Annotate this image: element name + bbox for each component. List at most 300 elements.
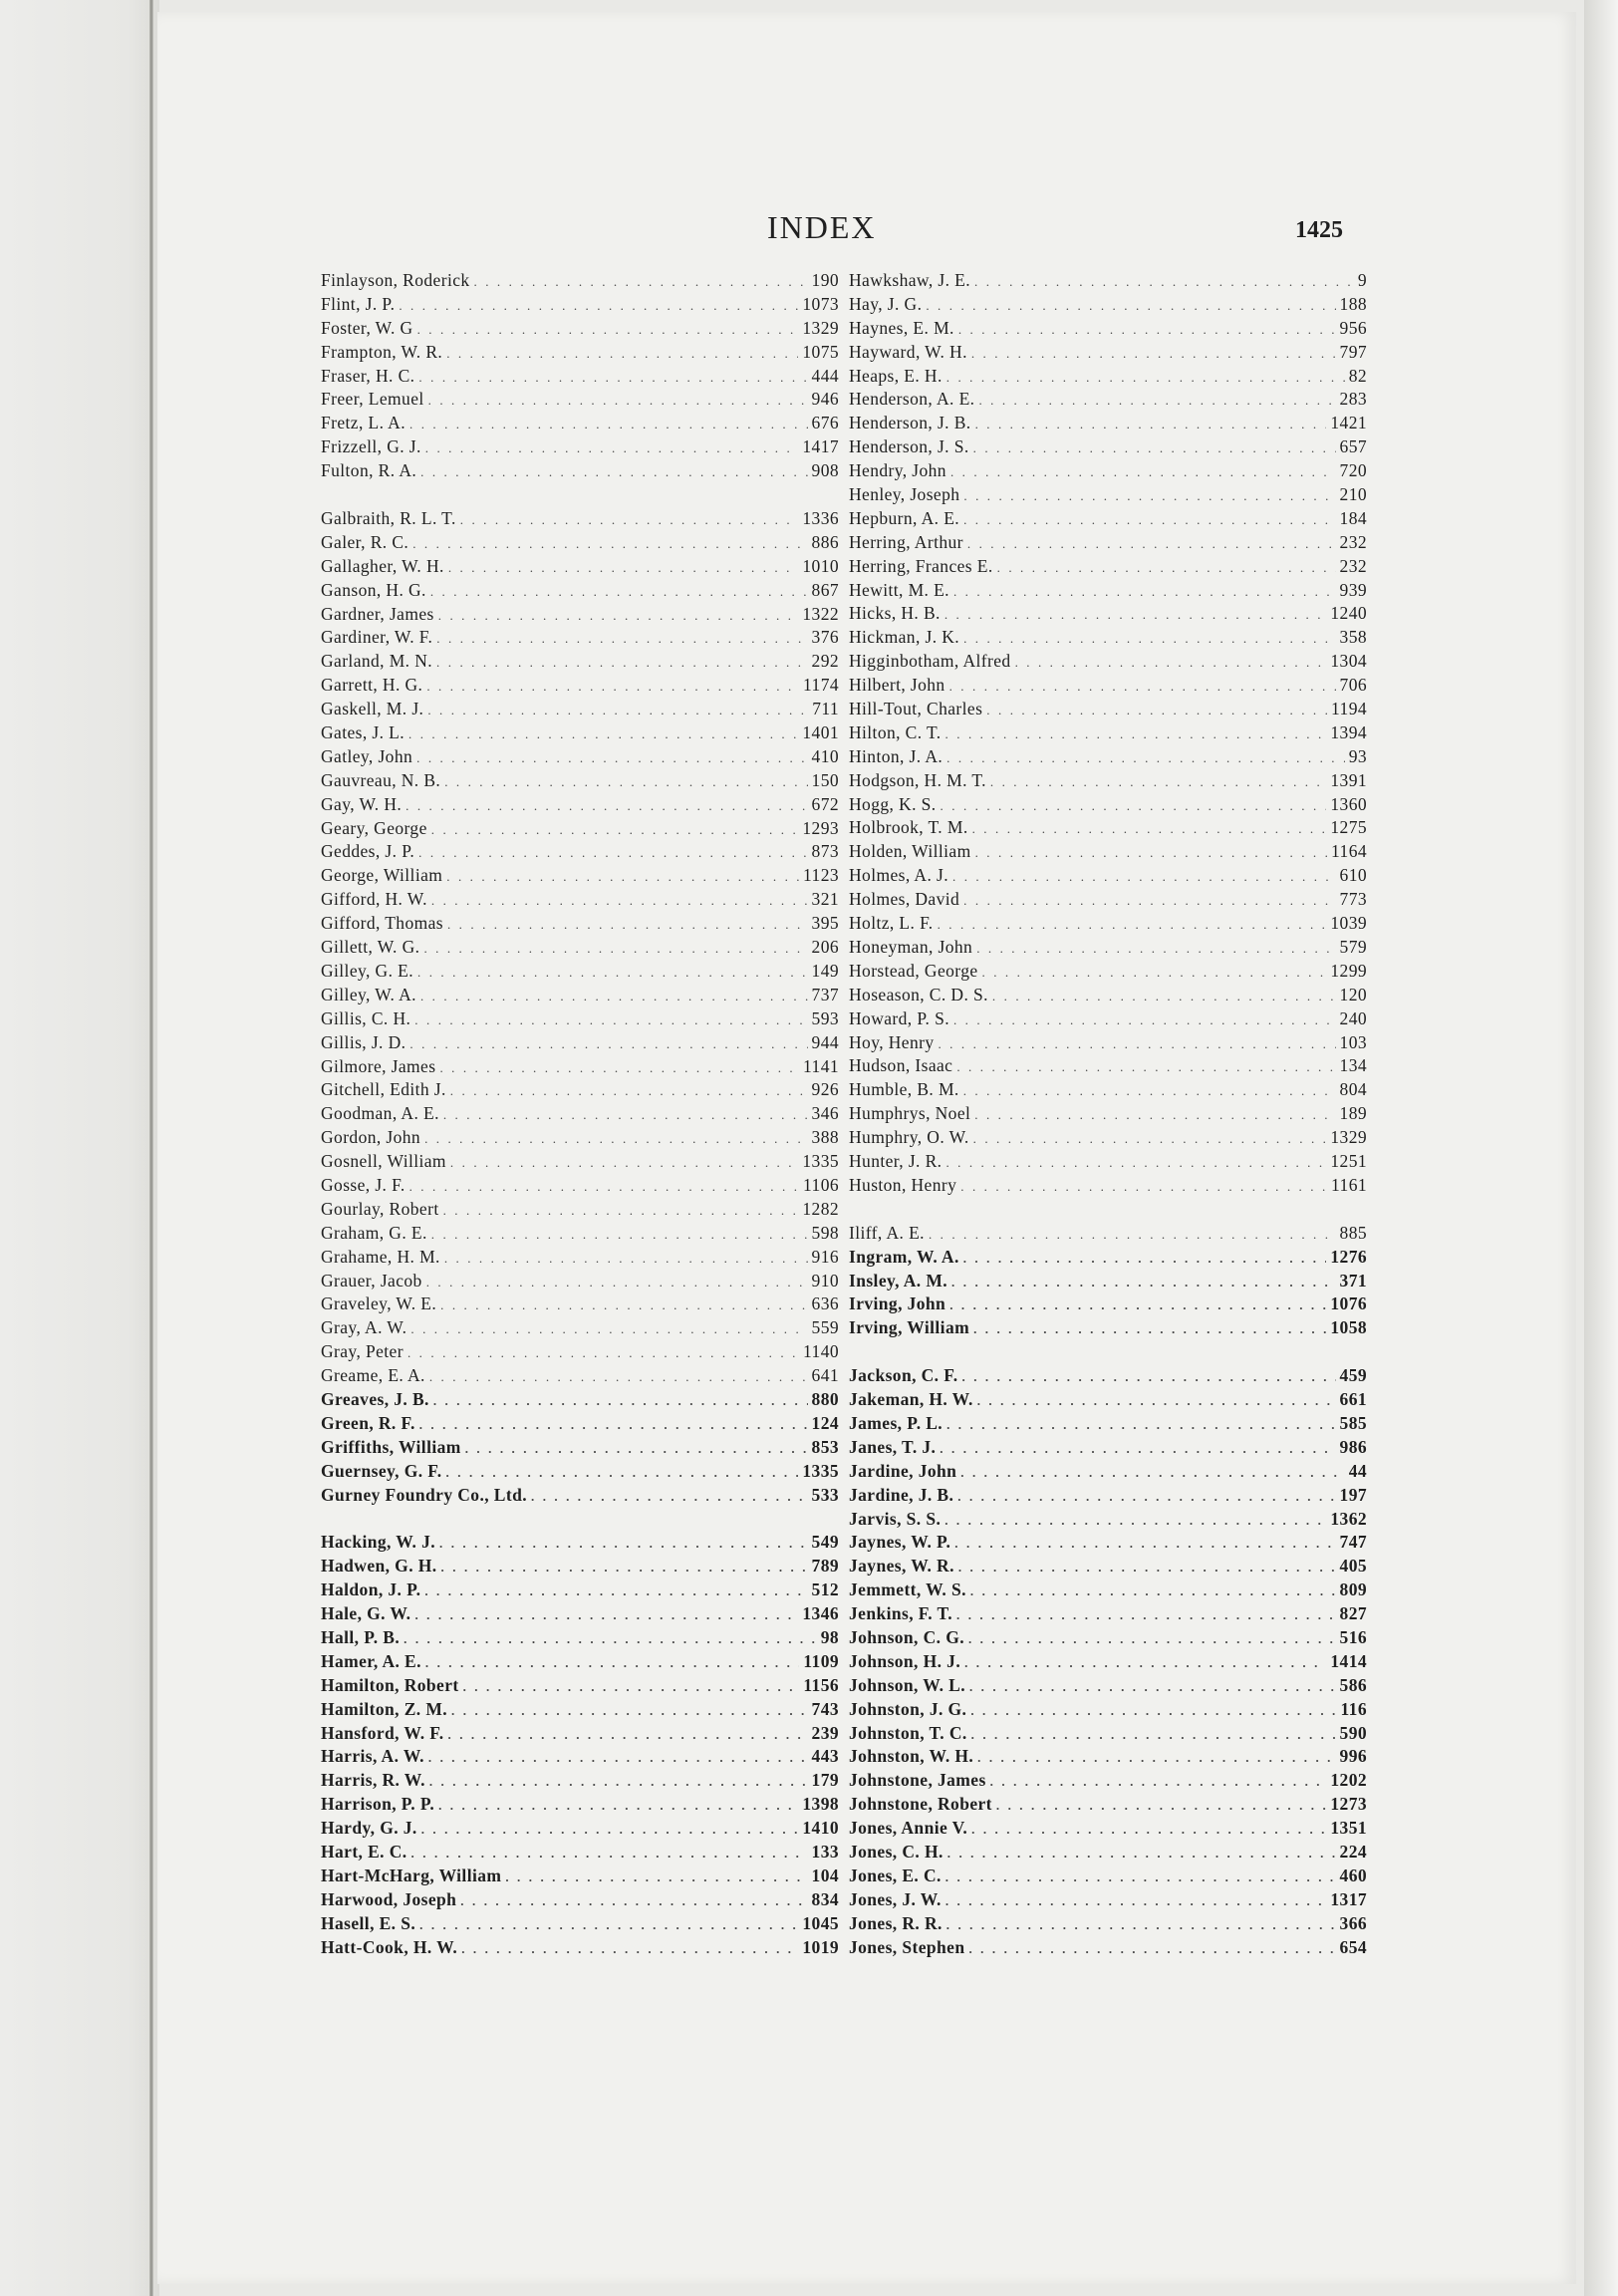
dot-leader xyxy=(423,937,807,960)
index-entry xyxy=(321,984,839,1007)
entry-page-number: 873 xyxy=(811,841,839,862)
dot-leader xyxy=(443,1103,808,1126)
entry-page-number: 1299 xyxy=(1330,960,1367,981)
entry-name: Garrett, H. G. xyxy=(321,675,423,696)
entry-name: Henderson, J. S. xyxy=(849,436,969,457)
dot-leader xyxy=(960,1461,1344,1484)
entry-name: Humble, B. M. xyxy=(849,1079,959,1100)
entry-page-number: 672 xyxy=(811,793,839,814)
dot-leader xyxy=(418,366,807,389)
entry-page-number: 9 xyxy=(1357,270,1367,290)
entry-name: Hay, J. G. xyxy=(849,293,923,314)
entry-page-number: 1276 xyxy=(1330,1246,1367,1267)
dot-leader xyxy=(963,627,1335,650)
dot-leader xyxy=(429,1365,808,1388)
entry-name: Hamer, A. E. xyxy=(321,1650,421,1671)
entry-name: Gifford, H. W. xyxy=(321,889,427,910)
dot-leader xyxy=(425,1651,799,1674)
entry-page-number: 1293 xyxy=(802,817,839,838)
dot-leader xyxy=(417,961,808,984)
entry-page-number: 867 xyxy=(811,579,839,600)
entry-name: Harris, R. W. xyxy=(321,1770,425,1791)
index-entry xyxy=(321,936,839,960)
dot-leader xyxy=(958,1556,1336,1578)
dot-leader xyxy=(963,1247,1327,1270)
dot-leader xyxy=(926,294,1335,317)
entry-name: Guernsey, G. F. xyxy=(321,1460,442,1481)
entry-page-number: 410 xyxy=(811,745,839,766)
dot-leader xyxy=(440,1293,807,1316)
entry-name: Geddes, J. P. xyxy=(321,841,415,862)
dot-leader xyxy=(976,937,1335,960)
entry-name: Jenkins, F. T. xyxy=(849,1603,953,1624)
entry-page-number: 1346 xyxy=(802,1603,839,1624)
dot-leader xyxy=(420,985,808,1007)
entry-page-number: 804 xyxy=(1339,1079,1367,1100)
index-entry xyxy=(321,269,839,293)
entry-name: Hale, G. W. xyxy=(321,1603,411,1624)
entry-name: Finlayson, Roderick xyxy=(321,270,470,290)
index-entry xyxy=(321,412,839,435)
entry-page-number: 827 xyxy=(1339,1603,1367,1624)
dot-leader xyxy=(990,770,1326,793)
entry-name: Flint, J. P. xyxy=(321,293,396,314)
dot-leader xyxy=(960,1175,1327,1198)
entry-page-number: 1039 xyxy=(1330,913,1367,934)
dot-leader xyxy=(418,841,807,864)
dot-leader xyxy=(444,1247,808,1270)
dot-leader xyxy=(419,1413,808,1436)
dot-leader xyxy=(962,1365,1336,1388)
entry-name: Graham, G. E. xyxy=(321,1222,427,1243)
entry-name: Gauvreau, N. B. xyxy=(321,769,441,790)
entry-page-number: 179 xyxy=(811,1770,839,1791)
dot-leader xyxy=(444,770,807,793)
dot-leader xyxy=(446,865,799,888)
entry-page-number: 460 xyxy=(1339,1865,1367,1885)
entry-name: Harrison, P. P. xyxy=(321,1794,435,1815)
dot-leader xyxy=(956,1055,1335,1078)
dot-leader xyxy=(972,817,1327,840)
dot-leader xyxy=(446,342,798,365)
index-entry xyxy=(321,603,839,627)
dot-leader xyxy=(967,532,1336,555)
entry-page-number: 586 xyxy=(1339,1674,1367,1695)
dot-leader xyxy=(957,1485,1335,1508)
entry-page-number: 1123 xyxy=(803,865,839,886)
entry-name: James, P. L. xyxy=(849,1412,944,1433)
entry-name: Johnson, H. J. xyxy=(849,1650,961,1671)
index-entry xyxy=(849,984,1367,1007)
entry-page-number: 1410 xyxy=(802,1818,839,1839)
page-edge xyxy=(1584,0,1618,2296)
index-entry xyxy=(849,674,1367,698)
dot-leader xyxy=(978,389,1335,412)
dot-leader xyxy=(439,1056,799,1079)
entry-name: Geary, George xyxy=(321,817,427,838)
entry-name: Hatt-Cook, H. W. xyxy=(321,1936,458,1957)
entry-page-number: 224 xyxy=(1339,1842,1367,1862)
index-entry xyxy=(849,1626,1367,1650)
entry-name: Holden, William xyxy=(849,841,971,862)
entry-name: Jones, C. H. xyxy=(849,1842,944,1862)
entry-name: Jemmett, W. S. xyxy=(849,1579,966,1600)
entry-page-number: 910 xyxy=(811,1270,839,1291)
entry-name: Haynes, E. M. xyxy=(849,317,954,338)
index-entry xyxy=(849,1865,1367,1888)
dot-leader xyxy=(411,1842,808,1865)
entry-page-number: 346 xyxy=(811,1103,839,1124)
index-entry xyxy=(849,1078,1367,1102)
entry-name: Honeyman, John xyxy=(849,936,973,957)
entry-page-number: 1275 xyxy=(1330,817,1367,838)
index-entry xyxy=(321,341,839,365)
entry-page-number: 371 xyxy=(1339,1270,1367,1291)
entry-name: Gourlay, Robert xyxy=(321,1198,439,1219)
index-entry xyxy=(321,531,839,555)
dot-leader xyxy=(992,985,1336,1007)
entry-page-number: 358 xyxy=(1339,627,1367,648)
index-entry xyxy=(321,1817,839,1841)
dot-leader xyxy=(409,413,808,435)
entry-name: Jones, E. C. xyxy=(849,1865,942,1885)
entry-name: Gatley, John xyxy=(321,745,413,766)
page-number: 1425 xyxy=(1295,217,1343,243)
entry-page-number: 1398 xyxy=(802,1794,839,1815)
index-entry xyxy=(849,459,1367,483)
entry-page-number: 206 xyxy=(811,937,839,958)
index-entry xyxy=(321,507,839,531)
dot-leader xyxy=(952,865,1336,888)
index-entry xyxy=(849,1745,1367,1769)
index-entry xyxy=(321,293,839,317)
entry-page-number: 834 xyxy=(811,1888,839,1909)
entry-page-number: 98 xyxy=(820,1626,839,1647)
dot-leader xyxy=(945,1151,1326,1174)
index-entry xyxy=(849,912,1367,936)
entry-name: Horstead, George xyxy=(849,960,978,981)
entry-page-number: 743 xyxy=(811,1698,839,1719)
index-entry xyxy=(849,269,1367,293)
dot-leader xyxy=(975,841,1327,864)
entry-page-number: 956 xyxy=(1339,317,1367,338)
entry-name: Johnston, W. H. xyxy=(849,1746,974,1767)
entry-page-number: 292 xyxy=(811,651,839,672)
dot-leader xyxy=(421,1818,799,1841)
entry-name: Hicks, H. B. xyxy=(849,603,941,624)
index-entry xyxy=(849,1841,1367,1865)
outer-page-margin xyxy=(0,0,159,2296)
index-entry xyxy=(849,1578,1367,1602)
dot-leader xyxy=(949,1293,1326,1316)
entry-page-number: 1045 xyxy=(802,1912,839,1933)
index-entry xyxy=(321,1936,839,1960)
dot-leader xyxy=(436,651,808,674)
dot-leader xyxy=(433,1389,808,1412)
index-entry xyxy=(849,317,1367,341)
index-entry xyxy=(849,1174,1367,1198)
entry-page-number: 134 xyxy=(1339,1055,1367,1076)
dot-leader xyxy=(973,1317,1326,1340)
entry-name: Johnson, C. G. xyxy=(849,1626,964,1647)
dot-leader xyxy=(950,460,1336,483)
index-entry xyxy=(321,1364,839,1388)
entry-name: Hill-Tout, Charles xyxy=(849,699,983,719)
entry-page-number: 1019 xyxy=(802,1936,839,1957)
entry-page-number: 93 xyxy=(1348,745,1367,766)
entry-name: Fraser, H. C. xyxy=(321,365,415,386)
entry-page-number: 232 xyxy=(1339,531,1367,552)
entry-name: Hoy, Henry xyxy=(849,1031,935,1052)
entry-page-number: 1058 xyxy=(1330,1317,1367,1338)
entry-name: Henley, Joseph xyxy=(849,484,960,505)
entry-page-number: 188 xyxy=(1339,293,1367,314)
entry-name: Gillis, J. D. xyxy=(321,1031,406,1052)
dot-leader xyxy=(424,1579,807,1602)
entry-page-number: 809 xyxy=(1339,1579,1367,1600)
entry-name: Holtz, L. F. xyxy=(849,913,934,934)
entry-name: Insley, A. M. xyxy=(849,1270,948,1291)
entry-name: Gosnell, William xyxy=(321,1151,446,1172)
index-entry xyxy=(849,412,1367,435)
entry-name: Jaynes, W. P. xyxy=(849,1532,951,1553)
entry-name: Jaynes, W. R. xyxy=(849,1556,954,1577)
index-entry xyxy=(849,1270,1367,1293)
dot-leader xyxy=(945,722,1327,745)
entry-name: Gillis, C. H. xyxy=(321,1007,411,1028)
entry-name: Foster, W. G xyxy=(321,317,413,338)
dot-leader xyxy=(971,342,1336,365)
dot-leader xyxy=(945,1866,1336,1888)
index-entry xyxy=(321,1150,839,1174)
dot-leader xyxy=(949,675,1336,698)
index-entry xyxy=(321,840,839,864)
entry-page-number: 1156 xyxy=(803,1674,839,1695)
dot-leader xyxy=(474,270,808,293)
index-entry xyxy=(849,602,1367,626)
index-entry xyxy=(849,483,1367,507)
entry-page-number: 986 xyxy=(1339,1436,1367,1457)
entry-page-number: 1335 xyxy=(802,1460,839,1481)
entry-page-number: 388 xyxy=(811,1127,839,1148)
entry-page-number: 516 xyxy=(1339,1626,1367,1647)
index-entry xyxy=(849,365,1367,389)
entry-name: Gosse, J. F. xyxy=(321,1174,405,1195)
index-entry xyxy=(849,626,1367,650)
index-entry xyxy=(849,388,1367,412)
dot-leader xyxy=(441,1556,808,1578)
dot-leader xyxy=(944,1509,1326,1532)
entry-name: Jardine, John xyxy=(849,1460,957,1481)
index-entry xyxy=(849,1031,1367,1055)
index-entry xyxy=(321,1578,839,1602)
entry-name: Hansford, W. F. xyxy=(321,1722,444,1743)
index-entry xyxy=(321,626,839,650)
index-entry xyxy=(849,1650,1367,1674)
index-entry xyxy=(849,531,1367,555)
entry-page-number: 150 xyxy=(811,769,839,790)
dot-leader xyxy=(968,1627,1336,1650)
dot-leader xyxy=(416,746,807,769)
dot-leader xyxy=(414,1603,798,1626)
entry-name: Gitchell, Edith J. xyxy=(321,1079,446,1100)
entry-name: Irving, William xyxy=(849,1317,970,1338)
dot-leader xyxy=(446,1461,799,1484)
index-entry xyxy=(321,1888,839,1912)
entry-name: Jarvis, S. S. xyxy=(849,1508,942,1529)
entry-page-number: 747 xyxy=(1339,1532,1367,1553)
entry-page-number: 1282 xyxy=(802,1198,839,1219)
entry-name: Hardy, G. J. xyxy=(321,1818,417,1839)
dot-leader xyxy=(460,1889,807,1912)
index-entry xyxy=(321,721,839,745)
dot-leader xyxy=(463,1675,800,1698)
index-entry xyxy=(321,1007,839,1031)
entry-page-number: 1336 xyxy=(802,508,839,529)
index-entry xyxy=(321,1246,839,1270)
entry-page-number: 1329 xyxy=(802,317,839,338)
entry-page-number: 853 xyxy=(811,1436,839,1457)
dot-leader xyxy=(438,1794,798,1817)
index-entry xyxy=(321,1722,839,1746)
index-entry xyxy=(849,840,1367,864)
index-entry xyxy=(321,698,839,721)
entry-name: Humphry, O. W. xyxy=(849,1127,969,1148)
binding-fold xyxy=(149,0,153,2296)
index-entry xyxy=(849,1793,1367,1817)
dot-leader xyxy=(450,1151,798,1174)
index-entry xyxy=(321,1460,839,1484)
index-entry xyxy=(321,1055,839,1079)
dot-leader xyxy=(944,603,1327,626)
entry-page-number: 1322 xyxy=(802,603,839,624)
dot-leader xyxy=(430,580,808,603)
dot-leader xyxy=(438,604,799,627)
index-entry xyxy=(849,1936,1367,1960)
dot-leader xyxy=(428,1746,808,1769)
entry-name: Greame, E. A. xyxy=(321,1365,425,1386)
entry-page-number: 1251 xyxy=(1330,1150,1367,1171)
entry-page-number: 886 xyxy=(811,531,839,552)
index-entry xyxy=(321,1198,839,1222)
entry-name: Haldon, J. P. xyxy=(321,1579,421,1600)
entry-page-number: 512 xyxy=(811,1579,839,1600)
entry-page-number: 1240 xyxy=(1330,603,1367,624)
entry-name: Gray, Peter xyxy=(321,1341,404,1362)
entry-page-number: 1164 xyxy=(1331,841,1367,862)
dot-leader xyxy=(410,1317,807,1340)
dot-leader xyxy=(951,1271,1336,1293)
index-entry xyxy=(321,1102,839,1126)
dot-leader xyxy=(405,794,807,817)
entry-name: Gardiner, W. F. xyxy=(321,627,433,648)
entry-page-number: 366 xyxy=(1339,1912,1367,1933)
index-entry xyxy=(849,1102,1367,1126)
index-entry xyxy=(321,912,839,936)
entry-page-number: 661 xyxy=(1339,1389,1367,1410)
entry-name: Gillett, W. G. xyxy=(321,937,420,958)
entry-name: Johnson, W. L. xyxy=(849,1674,965,1695)
entry-page-number: 636 xyxy=(811,1293,839,1314)
dot-leader xyxy=(409,1175,799,1198)
index-entry xyxy=(849,1412,1367,1436)
entry-name: George, William xyxy=(321,865,443,886)
entry-page-number: 1273 xyxy=(1330,1794,1367,1815)
index-entry xyxy=(849,1912,1367,1936)
dot-leader xyxy=(971,1818,1326,1841)
entry-page-number: 657 xyxy=(1339,436,1367,457)
entry-page-number: 104 xyxy=(811,1865,839,1885)
dot-leader xyxy=(448,1723,808,1746)
index-entry xyxy=(321,960,839,984)
index-entry xyxy=(849,650,1367,674)
entry-name: Johnstone, James xyxy=(849,1770,986,1791)
entry-name: Irving, John xyxy=(849,1293,946,1314)
index-entry xyxy=(321,1769,839,1793)
index-entry xyxy=(321,793,839,817)
dot-leader xyxy=(982,961,1327,984)
entry-name: Henderson, J. B. xyxy=(849,413,971,433)
entry-page-number: 789 xyxy=(811,1556,839,1577)
entry-name: Gaskell, M. J. xyxy=(321,699,424,719)
dot-leader xyxy=(439,1532,808,1555)
entry-page-number: 44 xyxy=(1348,1460,1367,1481)
dot-leader xyxy=(451,1699,808,1722)
entry-page-number: 549 xyxy=(811,1532,839,1553)
entry-page-number: 283 xyxy=(1339,389,1367,410)
entry-page-number: 444 xyxy=(811,365,839,386)
index-entry xyxy=(321,555,839,579)
entry-name: Howard, P. S. xyxy=(849,1007,949,1028)
entry-page-number: 1401 xyxy=(802,722,839,743)
entry-page-number: 1421 xyxy=(1330,413,1367,433)
entry-page-number: 1335 xyxy=(802,1151,839,1172)
index-entry xyxy=(321,1698,839,1722)
index-entry xyxy=(321,769,839,793)
index-column-right xyxy=(849,269,1367,1959)
entry-name: Hendry, John xyxy=(849,460,946,481)
entry-name: Galbraith, R. L. T. xyxy=(321,508,456,529)
entry-name: Humphrys, Noel xyxy=(849,1103,971,1124)
entry-page-number: 797 xyxy=(1339,341,1367,362)
entry-name: Jardine, J. B. xyxy=(849,1484,954,1505)
entry-page-number: 210 xyxy=(1339,484,1367,505)
entry-page-number: 116 xyxy=(1340,1698,1367,1719)
dot-leader xyxy=(953,1008,1336,1031)
index-entry xyxy=(321,1316,839,1340)
entry-name: Gifford, Thomas xyxy=(321,913,443,934)
entry-page-number: 1362 xyxy=(1330,1508,1367,1529)
entry-page-number: 1010 xyxy=(802,555,839,576)
index-entry xyxy=(321,435,839,459)
index-entry xyxy=(321,1031,839,1055)
entry-name: Hogg, K. S. xyxy=(849,793,937,814)
entry-page-number: 376 xyxy=(811,627,839,648)
entry-name: Fretz, L. A. xyxy=(321,413,405,433)
entry-page-number: 405 xyxy=(1339,1556,1367,1577)
entry-name: Frampton, W. R. xyxy=(321,341,443,362)
dot-leader xyxy=(429,1770,808,1793)
index-entry xyxy=(849,435,1367,459)
dot-leader xyxy=(973,436,1336,459)
index-entry xyxy=(849,1150,1367,1174)
entry-name: Galer, R. C. xyxy=(321,531,409,552)
index-entry xyxy=(849,864,1367,888)
entry-page-number: 1351 xyxy=(1330,1818,1367,1839)
entry-name: Grauer, Jacob xyxy=(321,1270,422,1291)
dot-leader xyxy=(465,1437,808,1460)
index-entry xyxy=(321,1841,839,1865)
